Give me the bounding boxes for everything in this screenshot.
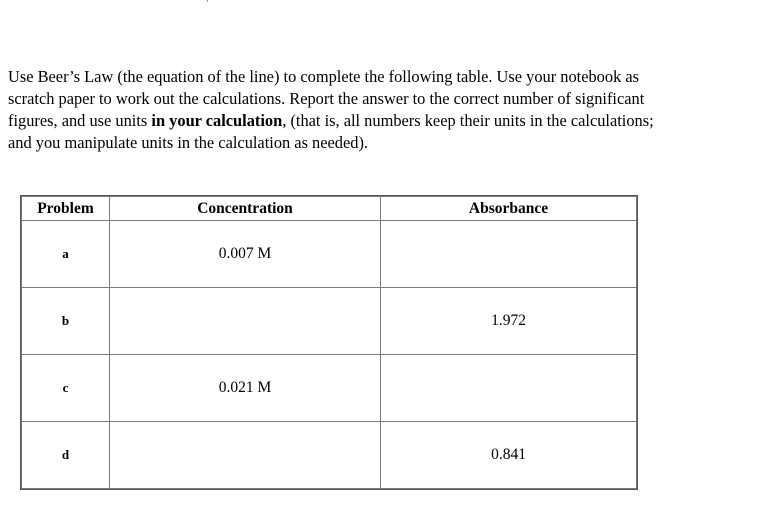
instructions-line-3 bbox=[8, 110, 773, 132]
problem-cell: a bbox=[22, 221, 110, 288]
instructions-line-2: scratch paper to work out the calculations. Report the answer to the correct number of significant bbox=[8, 89, 645, 108]
problem-cell: c bbox=[22, 355, 110, 422]
instructions-line-4: and you manipulate units in the calculation as needed). bbox=[8, 133, 369, 152]
absorbance-cell[interactable]: 1.972 bbox=[381, 288, 637, 355]
concentration-cell[interactable]: 0.021 M bbox=[110, 355, 381, 422]
header-problem: Problem bbox=[22, 197, 110, 221]
problem-cell: d bbox=[22, 422, 110, 489]
instructions-line-3-start: figures, and use units bbox=[8, 111, 152, 130]
absorbance-cell[interactable] bbox=[381, 221, 637, 288]
instructions-line-1: Use Beer’s Law (the equation of the line) to complete the following table. Use your notebook as bbox=[8, 67, 640, 86]
absorbance-cell[interactable] bbox=[381, 355, 637, 422]
instructions-line-3-end: , (that is, all numbers keep their units in the calculations; bbox=[282, 111, 654, 130]
absorbance-cell[interactable]: 0.841 bbox=[381, 422, 637, 489]
header-absorbance: Absorbance bbox=[381, 197, 637, 221]
table-row bbox=[22, 422, 637, 489]
table-header-row bbox=[22, 197, 637, 221]
instructions-paragraph bbox=[8, 66, 773, 154]
problem-cell: b bbox=[22, 288, 110, 355]
table-row bbox=[22, 221, 637, 288]
instructions-emphasis: in your calculation bbox=[151, 111, 283, 130]
table-row bbox=[22, 288, 637, 355]
stray-dot bbox=[207, 0, 208, 2]
concentration-cell[interactable] bbox=[110, 422, 381, 489]
concentration-cell[interactable] bbox=[110, 288, 381, 355]
concentration-cell[interactable]: 0.007 M bbox=[110, 221, 381, 288]
beers-law-table bbox=[21, 196, 637, 489]
header-concentration: Concentration bbox=[110, 197, 381, 221]
table-row bbox=[22, 355, 637, 422]
